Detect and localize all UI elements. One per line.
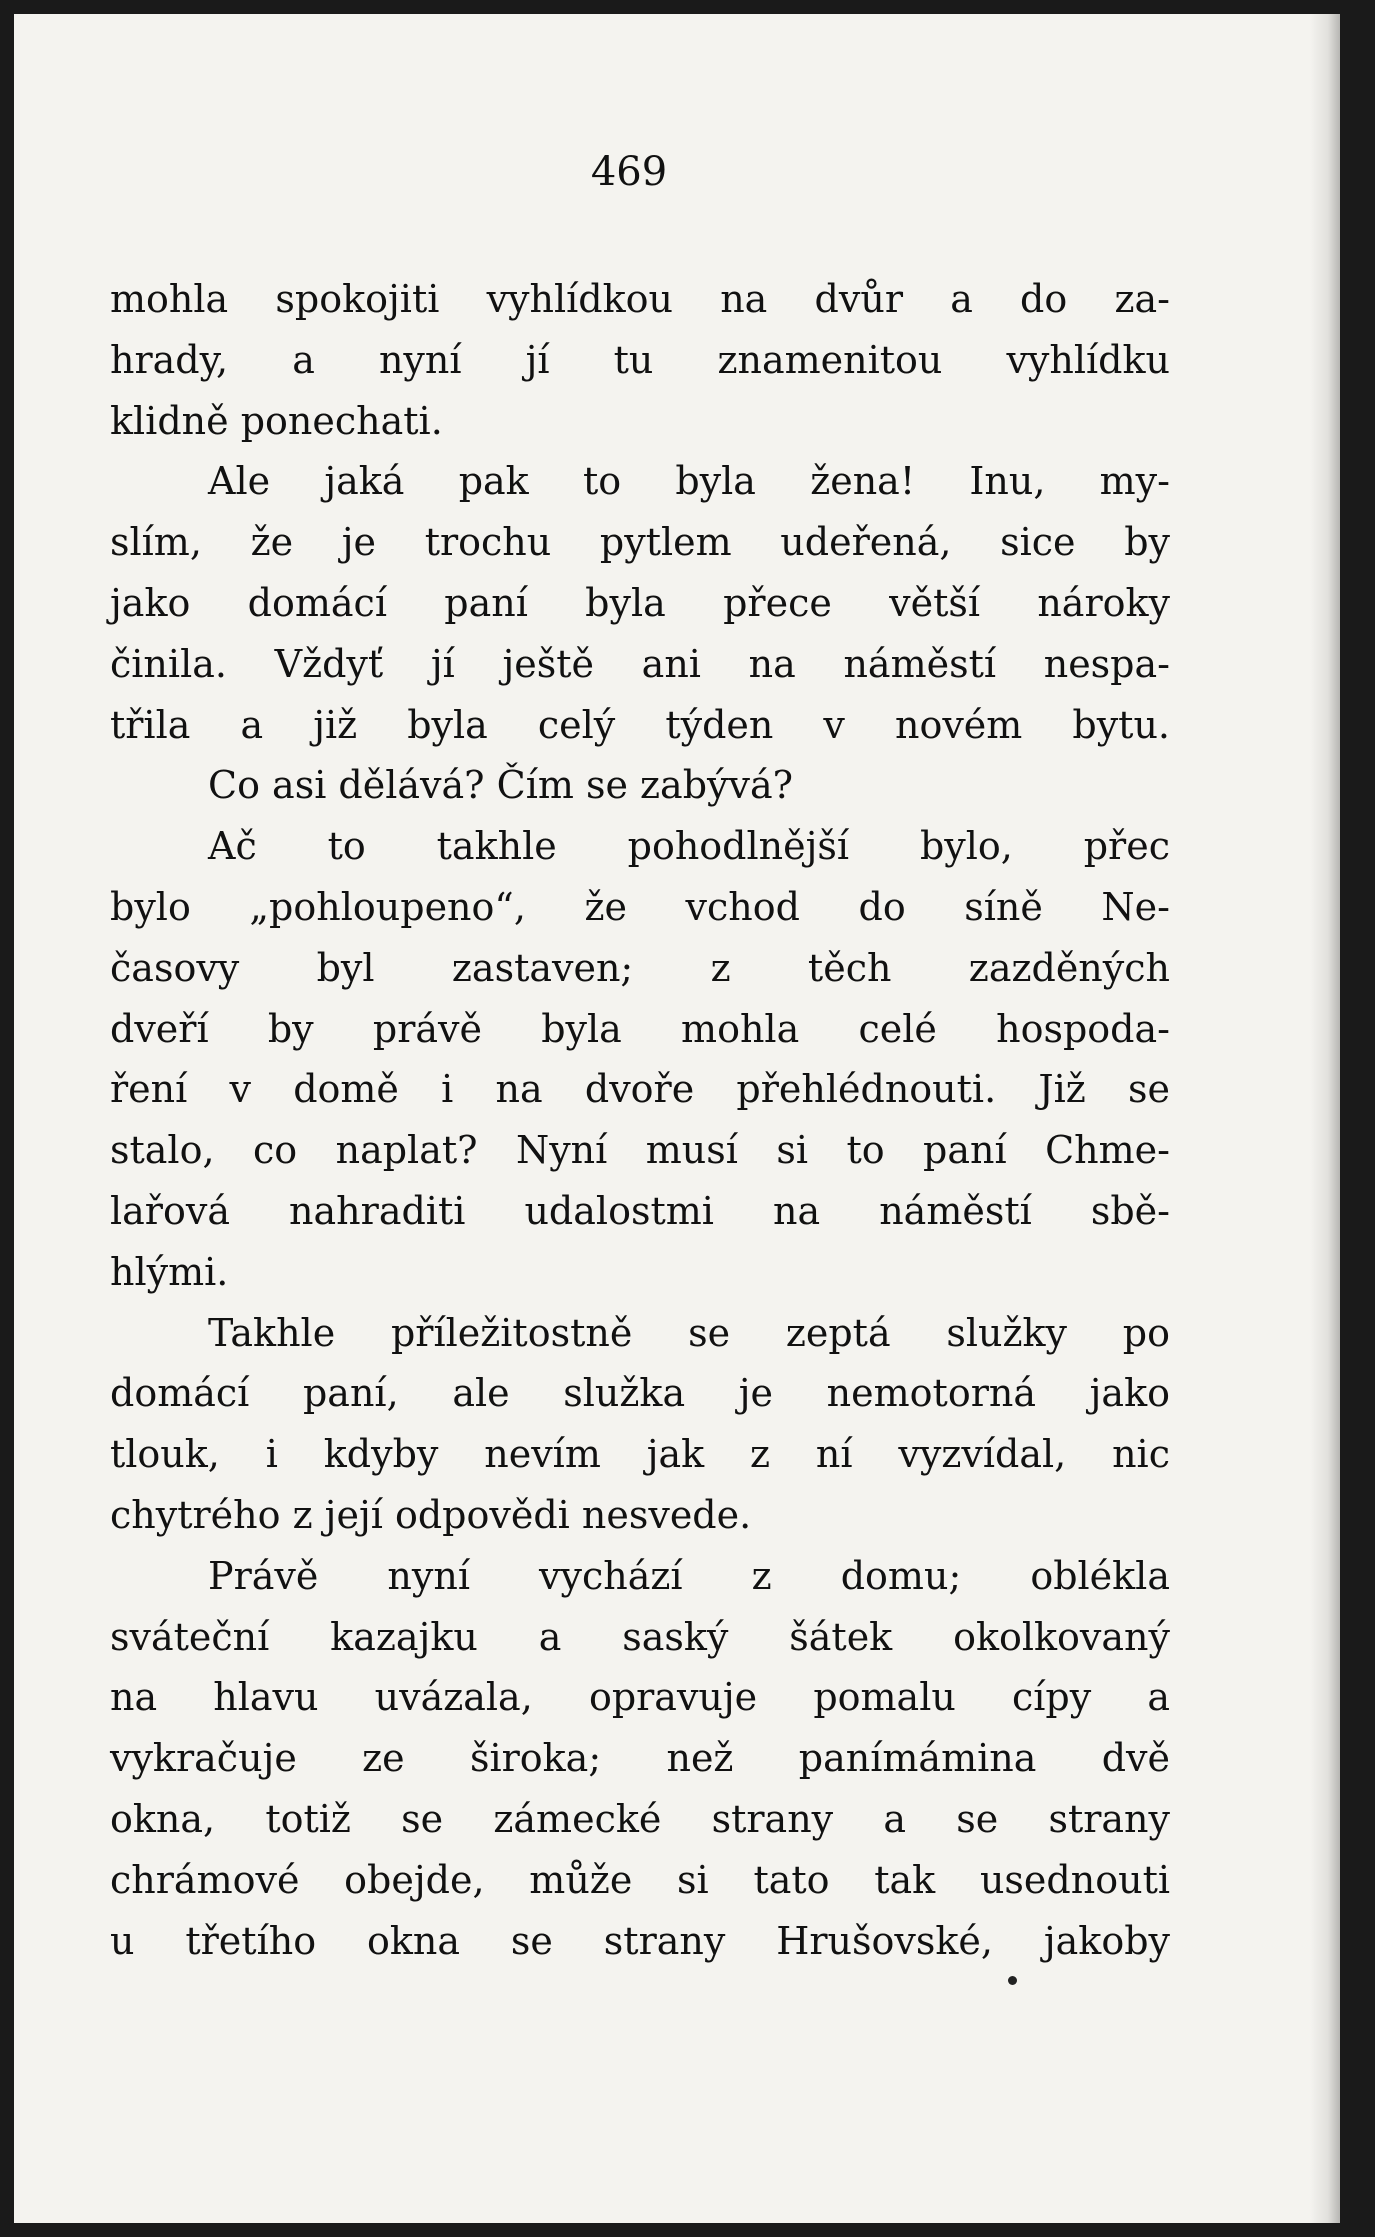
- text-line: Co asi dělává? Čím se zabývá?: [208, 763, 793, 808]
- text-line: dveří by právě byla mohla celé hospoda-: [110, 1006, 1170, 1051]
- text-line: jako domácí paní byla přece větší nároky: [110, 580, 1170, 625]
- text-line: ření v domě i na dvoře přehlédnouti. Již se: [110, 1067, 1170, 1112]
- text-line: časovy byl zastaven; z těch zazděných: [110, 945, 1170, 990]
- text-line: hrady, a nyní jí tu znamenitou vyhlídku: [110, 337, 1170, 382]
- page-edge-shadow: [1310, 14, 1340, 2223]
- text-line: chrámové obejde, může si tato tak usednouti: [110, 1857, 1170, 1902]
- text-line: sváteční kazajku a saský šátek okolkovaný: [110, 1614, 1170, 1659]
- text-line: okna, totiž se zámecké strany a se strany: [110, 1796, 1170, 1841]
- text-line: mohla spokojiti vyhlídkou na dvůr a do za-: [110, 277, 1170, 321]
- text-line: vykračuje ze široka; než panímámina dvě: [110, 1736, 1170, 1781]
- text-line: Ač to takhle pohodlnější bylo, přec: [208, 824, 1170, 869]
- text-line: Právě nyní vychází z domu; oblékla: [208, 1553, 1170, 1598]
- book-page: [14, 14, 1340, 2223]
- text-line: hlými.: [110, 1249, 229, 1294]
- text-line: lařová nahraditi udalostmi na náměstí sbě-: [110, 1188, 1170, 1233]
- text-line: tlouk, i kdyby nevím jak z ní vyzvídal, nic: [110, 1432, 1170, 1477]
- text-line: Ale jaká pak to byla žena! Inu, my-: [208, 459, 1170, 504]
- text-line: stalo, co naplat? Nyní musí si to paní Chme-: [110, 1128, 1170, 1173]
- page-number: 469: [590, 149, 668, 195]
- text-line: činila. Vždyť jí ještě ani na náměstí nespa-: [110, 641, 1170, 686]
- text-line: domácí paní, ale služka je nemotorná jako: [110, 1371, 1170, 1416]
- text-line: slím, že je trochu pytlem udeřená, sice by: [110, 520, 1170, 565]
- text-line: na hlavu uvázala, opravuje pomalu cípy a: [110, 1675, 1170, 1720]
- text-line: u třetího okna se strany Hrušovské, jakoby: [110, 1918, 1170, 1963]
- text-line: klidně ponechati.: [110, 398, 443, 443]
- text-line: chytrého z její odpovědi nesvede.: [110, 1492, 752, 1537]
- text-line: Takhle příležitostně se zeptá služky po: [208, 1310, 1170, 1355]
- text-line: třila a již byla celý týden v novém bytu.: [110, 702, 1170, 747]
- body-text: [110, 269, 1170, 1971]
- text-line: bylo „pohloupeno“, že vchod do síně Ne-: [110, 884, 1170, 929]
- ink-speck: [1008, 1976, 1017, 1985]
